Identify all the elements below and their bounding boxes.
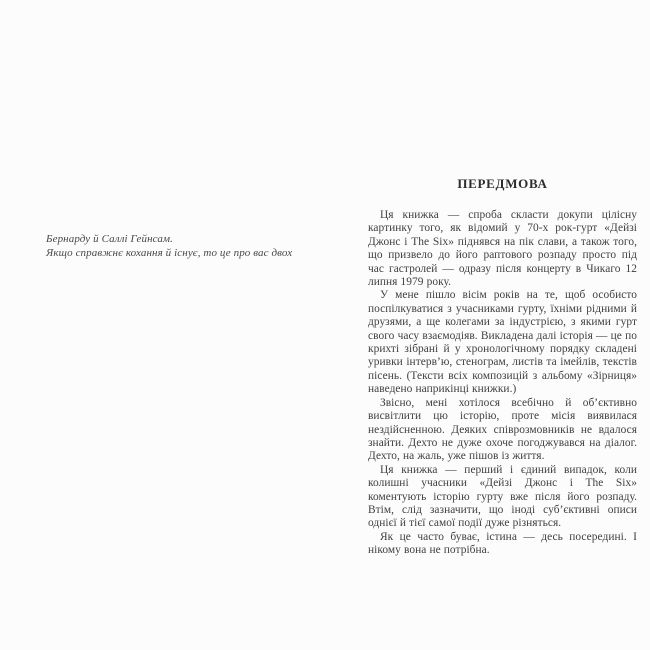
dedication-line-2: Якщо справжнє кохання й існує, то це про вас двох [46,246,293,259]
body-paragraph: Ця книжка — перший і єдиний випадок, коли колишні учасники «Дейзі Джонс і The Six» коментують історію гурту вже після його розпаду. Втім, слід зазначити, що іноді суб’єктивні описи однієї й тієї самої події дуже різняться. [368,463,637,530]
preface-section [368,176,637,558]
chapter-heading: ПЕРЕДМОВА [457,176,548,191]
body-paragraph: Як це часто буває, істина — десь посередині. І нікому вона не потрібна. [368,530,637,557]
dedication [46,233,316,260]
right-page [325,0,650,650]
dedication-line-1: Бернарду й Саллі Гейнсам. [46,233,173,245]
body-paragraph: У мене пішло вісім років на те, щоб особисто поспілкуватися з учасниками гурту, їхніми рідними й друзями, а ще колегами за індустрією, з якими гурт свого часу взаємодіяв. Викладена далі історія — це по крихті зібрані й у хронологічному порядку складені уривки інтерв’ю, стенограм, листів та імейлів, текстів пісень. (Тексти всіх композицій з альбому «Зірниця» наведено наприкінці книжки.) [368,289,637,396]
body-paragraph: Звісно, мені хотілося всебічно й об’єктивно висвітлити цю історію, проте місія виявилася нездійсненною. Деяких співрозмовників не вдалося знайти. Дехто не дуже охоче погоджувався на діалог. Дехто, на жаль, уже пішов із життя. [368,396,637,463]
body-paragraph: Ця книжка — спроба скласти докупи цілісну картинку того, як відомий у 70-х рок-гурт «Дейзі Джонс і The Six» піднявся на пік слави, а також того, що призвело до його раптового розпаду просто під час гастролей — одразу після концерту в Чикаго 12 липня 1979 року. [368,209,637,289]
